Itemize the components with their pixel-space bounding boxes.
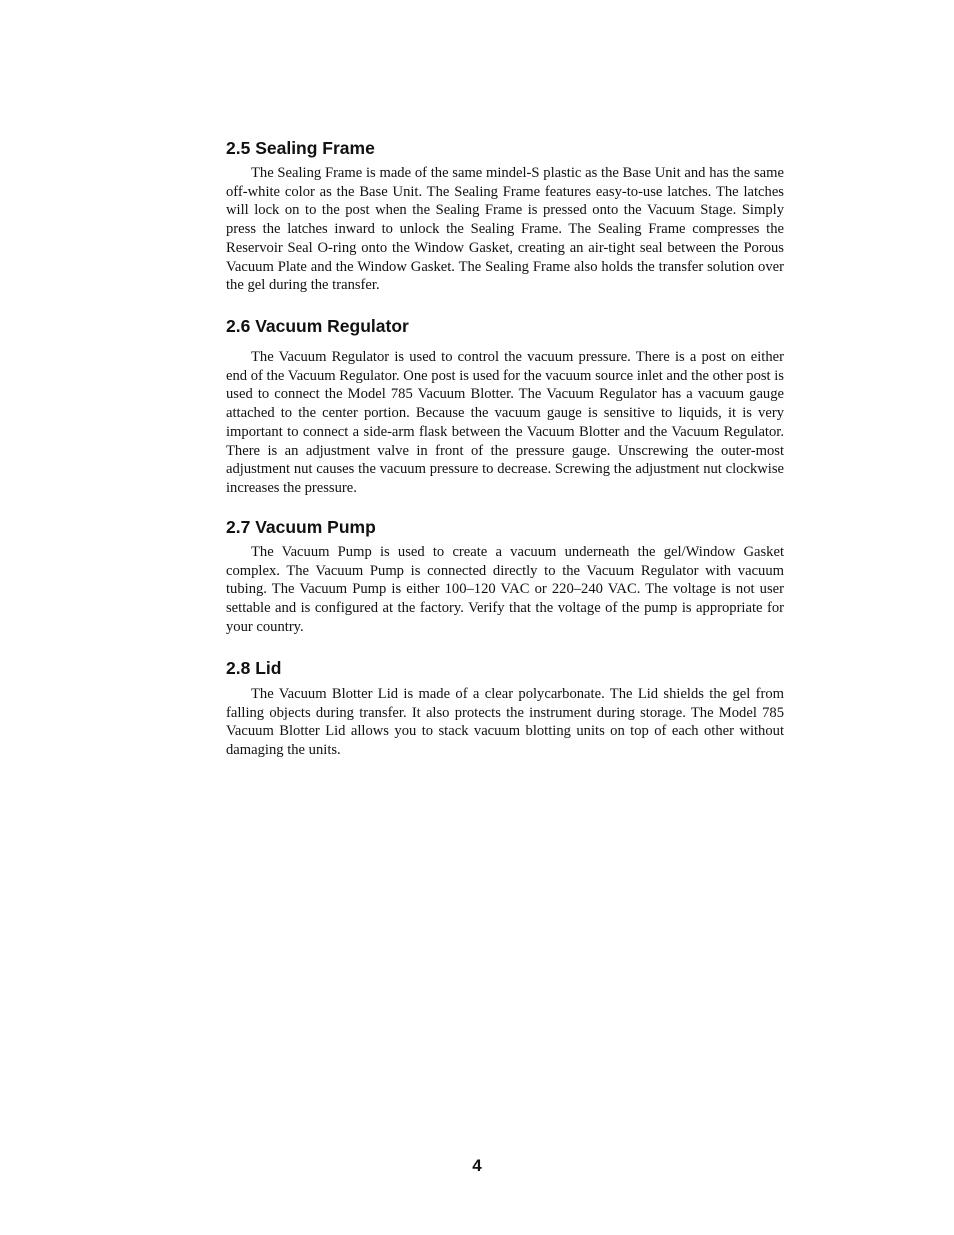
- section-heading: 2.6 Vacuum Regulator: [226, 316, 409, 336]
- page-number: 4: [472, 1156, 482, 1175]
- section-vacuum-pump: [226, 517, 784, 637]
- section-sealing-frame: [226, 138, 784, 295]
- section-paragraph: The Vacuum Regulator is used to control the vacuum pressure. There is a post on either end of the Vacuum Regulator. One post is used for the vacuum source inlet and the other post is used to connect the Model 785 Vacuum Blotter. The Vacuum Regulator has a vacuum gauge attached to the center portion. Because the vacuum gauge is sensitive to liquids, it is very important to connect a side-arm flask between the Vacuum Blotter and the Vacuum Regulator. There is an adjustment valve in front of the pressure gauge. Unscrewing the outer-most adjustment nut causes the vacuum pressure to decrease. Screwing the adjustment nut clockwise increases the pressure.: [226, 349, 784, 496]
- section-paragraph: The Sealing Frame is made of the same mindel-S plastic as the Base Unit and has the same off-white color as the Base Unit. The Sealing Frame features easy-to-use latches. The latches will lock on to the post when the Sealing Frame is pressed onto the Vacuum Stage. Simply press the latches inward to unlock the Sealing Frame. The Sealing Frame compresses the Reservoir Seal O-ring onto the Window Gasket, creating an air-tight seal between the Porous Vacuum Plate and the Window Gasket. The Sealing Frame also holds the transfer solution over the gel during the transfer.: [226, 165, 784, 294]
- section-heading: 2.8 Lid: [226, 658, 282, 678]
- section-paragraph: The Vacuum Pump is used to create a vacuum underneath the gel/Window Gasket complex. The Vacuum Pump is connected directly to the Vacuum Regulator with vacuum tubing. The Vacuum Pump is either 100–120 VAC or 220–240 VAC. The voltage is not user settable and is configured at the factory. Verify that the voltage of the pump is appropriate for your country.: [226, 544, 784, 635]
- section-heading: 2.7 Vacuum Pump: [226, 517, 376, 537]
- section-vacuum-regulator: [226, 316, 784, 498]
- section-lid: [226, 658, 784, 760]
- section-heading: 2.5 Sealing Frame: [226, 138, 375, 158]
- section-paragraph: The Vacuum Blotter Lid is made of a clear polycarbonate. The Lid shields the gel from falling objects during transfer. It also protects the instrument during storage. The Model 785 Vacuum Blotter Lid allows you to stack vacuum blotting units on top of each other without damaging the units.: [226, 686, 784, 759]
